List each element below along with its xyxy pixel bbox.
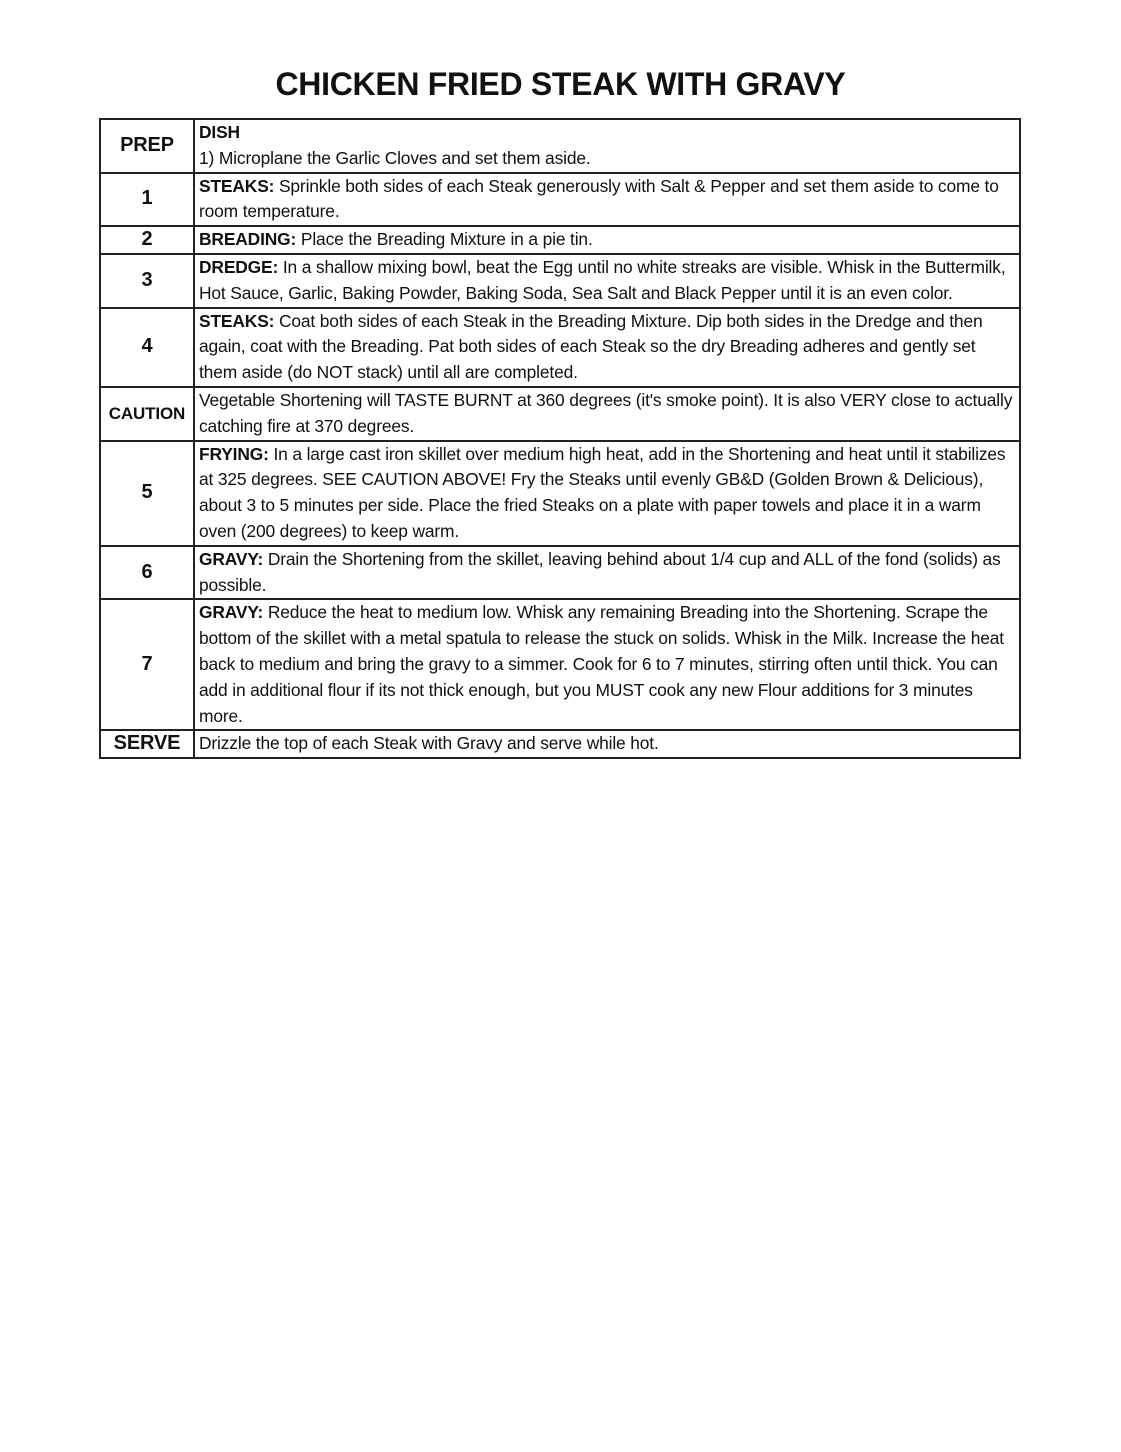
step-instructions <box>194 730 1020 758</box>
step-instructions <box>194 441 1020 546</box>
step-instructions <box>194 599 1020 730</box>
step-label: SERVE <box>100 730 194 758</box>
step-label: PREP <box>100 119 194 173</box>
step-label: 3 <box>100 254 194 308</box>
step-heading: DREDGE: <box>199 256 279 277</box>
step-heading: BREADING: <box>199 229 297 250</box>
step-heading: STEAKS: <box>199 310 275 331</box>
table-row <box>100 441 1020 546</box>
step-text: Place the Breading Mixture in a pie tin. <box>296 229 593 250</box>
step-text: Vegetable Shortening will TASTE BURNT at 360 degrees (it's smoke point). It is also VERY close to actually catching fire at 370 degrees. <box>199 389 1013 436</box>
step-text: In a large cast iron skillet over medium high heat, add in the Shortening and heat until it stabilizes at 325 degrees. SEE CAUTION ABOVE! Fry the Steaks until evenly GB&D (Golden Brown & Delicious), about 3 to 5 minutes per side. Place the fried Steaks on a plate with paper towels and place it in a warm oven (200 degrees) to keep warm. <box>199 443 1006 541</box>
step-heading: FRYING: <box>199 443 269 464</box>
step-label: 2 <box>100 226 194 254</box>
step-instructions <box>194 254 1020 308</box>
table-row <box>100 173 1020 227</box>
step-label: 6 <box>100 546 194 600</box>
step-instructions <box>194 173 1020 227</box>
step-text: 1) Microplane the Garlic Cloves and set them aside. <box>199 147 591 168</box>
step-text: Sprinkle both sides of each Steak generously with Salt & Pepper and set them aside to come to room temperature. <box>199 175 999 222</box>
table-row <box>100 546 1020 600</box>
step-instructions <box>194 226 1020 254</box>
step-text: Reduce the heat to medium low. Whisk any remaining Breading into the Shortening. Scrape the bottom of the skillet with a metal spatula to release the stuck on solids. Whisk in the Milk. Increase the heat back to medium and bring the gravy to a simmer. Cook for 6 to 7 minutes, stirring often until thick. You can add in additional flour if its not thick enough, but you MUST cook any new Flour additions for 3 minutes more. <box>199 602 1004 726</box>
step-label: 1 <box>100 173 194 227</box>
step-instructions <box>194 387 1020 441</box>
table-row <box>100 254 1020 308</box>
step-heading: STEAKS: <box>199 175 275 196</box>
step-label: 5 <box>100 441 194 546</box>
table-row <box>100 119 1020 173</box>
step-instructions <box>194 546 1020 600</box>
step-text: In a shallow mixing bowl, beat the Egg until no white streaks are visible. Whisk in the Buttermilk, Hot Sauce, Garlic, Baking Powder, Baking Soda, Sea Salt and Black Pepper until it is an even color. <box>199 256 1006 303</box>
table-row <box>100 387 1020 441</box>
step-label: CAUTION <box>100 387 194 441</box>
table-row <box>100 226 1020 254</box>
recipe-title: CHICKEN FRIED STEAK WITH GRAVY <box>275 66 846 102</box>
step-label: 4 <box>100 308 194 387</box>
recipe-steps-table <box>99 118 1021 759</box>
table-row <box>100 308 1020 387</box>
step-heading: GRAVY: <box>199 602 264 623</box>
step-instructions <box>194 308 1020 387</box>
step-text: Coat both sides of each Steak in the Breading Mixture. Dip both sides in the Dredge and then again, coat with the Breading. Pat both sides of each Steak so the dry Breading adheres and gently set them aside (do NOT stack) until all are completed. <box>199 310 983 383</box>
step-heading: DISH <box>199 122 240 142</box>
step-instructions <box>194 119 1020 173</box>
step-heading: GRAVY: <box>199 548 264 569</box>
table-row <box>100 730 1020 758</box>
table-row <box>100 599 1020 730</box>
step-label: 7 <box>100 599 194 730</box>
step-text: Drain the Shortening from the skillet, leaving behind about 1/4 cup and ALL of the fond (solids) as possible. <box>199 548 1001 595</box>
step-text: Drizzle the top of each Steak with Gravy and serve while hot. <box>199 733 659 754</box>
